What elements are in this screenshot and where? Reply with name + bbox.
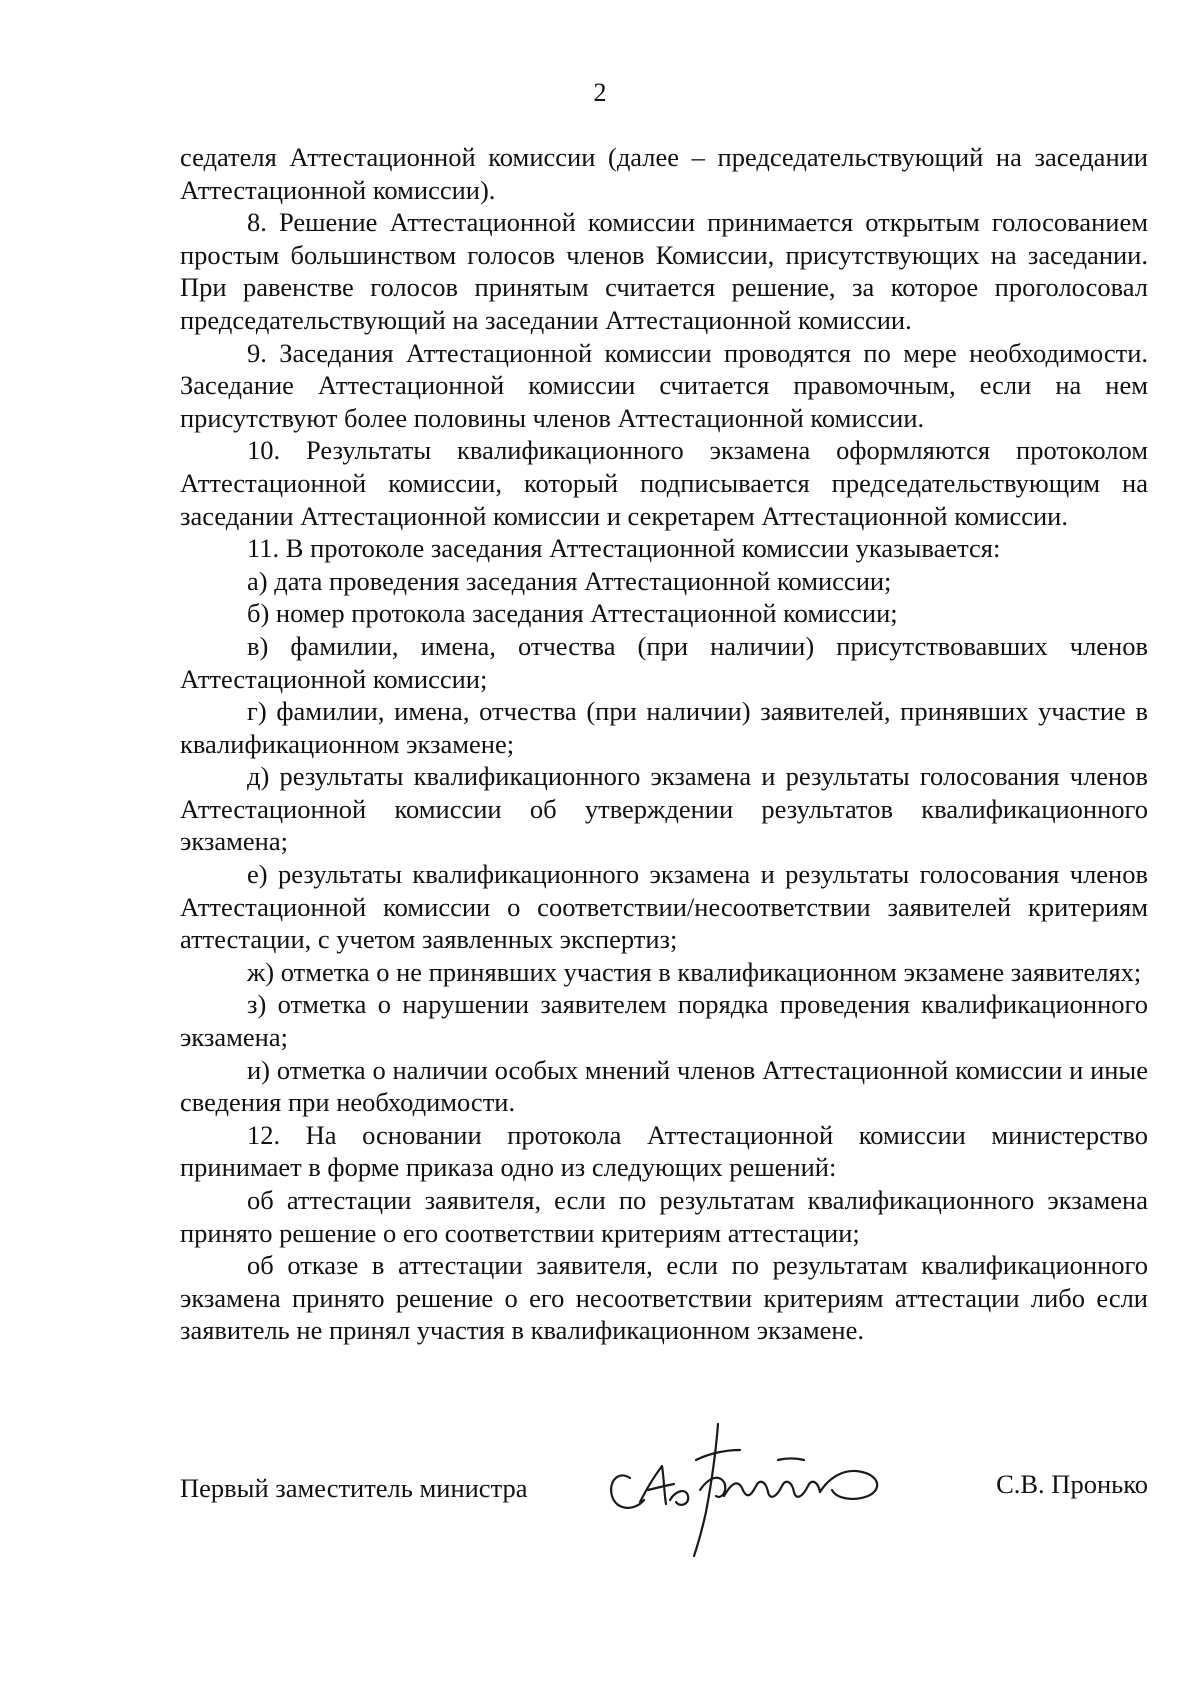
paragraph: об аттестации заявителя, если по результатам квалификационного экзамена принято решение о его соответствии критериям аттестации; xyxy=(180,1185,1148,1248)
paragraph: е) результаты квалификационного экзамена и результаты голосования членов Аттестационной комиссии о соответствии/несоответствии заявителей критериям аттестации, с учетом заявленных экспертиз; xyxy=(180,859,1148,955)
paragraph: 8. Решение Аттестационной комиссии принимается открытым голосованием простым большинством голосов членов Комиссии, присутствующих на заседании. При равенстве голосов принятым считается решение, за которое проголосовал председательствующий на заседании Аттестационной комиссии. xyxy=(180,207,1148,335)
paragraph: 12. На основании протокола Аттестационной комиссии министерство принимает в форме приказа одно из следующих решений: xyxy=(180,1119,1148,1183)
signatory-name: С.В. Пронько xyxy=(996,1469,1148,1499)
paragraph: 9. Заседания Аттестационной комиссии проводятся по мере необходимости. Заседание Аттестационной комиссии считается правомочным, если на нем присутствуют более половины членов Аттестационной комиссии. xyxy=(180,337,1148,433)
paragraph: в) фамилии, имена, отчества (при наличии) присутствовавших членов Аттестационной комиссии; xyxy=(180,630,1148,694)
paragraph: а) дата проведения заседания Аттестационной комиссии; xyxy=(247,565,892,596)
paragraph: з) отметка о нарушении заявителем порядка проведения квалификационного экзамена; xyxy=(180,989,1148,1053)
paragraph: и) отметка о наличии особых мнений членов Аттестационной комиссии и иные сведения при необходимости. xyxy=(180,1054,1148,1118)
document-body xyxy=(180,141,1148,1347)
paragraph: ж) отметка о не принявших участия в квалификационном экзамене заявителях; xyxy=(247,956,1142,987)
page-number: 2 xyxy=(593,78,607,107)
handwritten-signature-icon xyxy=(600,1420,920,1560)
paragraph: седателя Аттестационной комиссии (далее – председательствующий на заседании Аттестационной комиссии). xyxy=(180,142,1148,205)
paragraph: г) фамилии, имена, отчества (при наличии) заявителей, принявших участие в квалификационном экзамене; xyxy=(180,696,1148,759)
signatory-title: Первый заместитель министра xyxy=(180,1473,528,1503)
paragraph: 10. Результаты квалификационного экзамена оформляются протоколом Аттестационной комиссии, который подписывается председательствующим на заседании Аттестационной комиссии и секретарем Аттестационной комиссии. xyxy=(180,435,1148,531)
paragraph: б) номер протокола заседания Аттестационной комиссии; xyxy=(247,598,898,629)
paragraph: 11. В протоколе заседания Аттестационной комиссии указывается: xyxy=(247,533,1001,564)
paragraph: об отказе в аттестации заявителя, если по результатам квалификационного экзамена принято решение о его несоответствии критериям аттестации либо если заявитель не принял участия в квалификационном экзамене. xyxy=(180,1250,1148,1346)
signature-block xyxy=(180,1420,1148,1560)
paragraph: д) результаты квалификационного экзамена и результаты голосования членов Аттестационной комиссии об утверждении результатов квалификационного экзамена; xyxy=(180,761,1148,857)
